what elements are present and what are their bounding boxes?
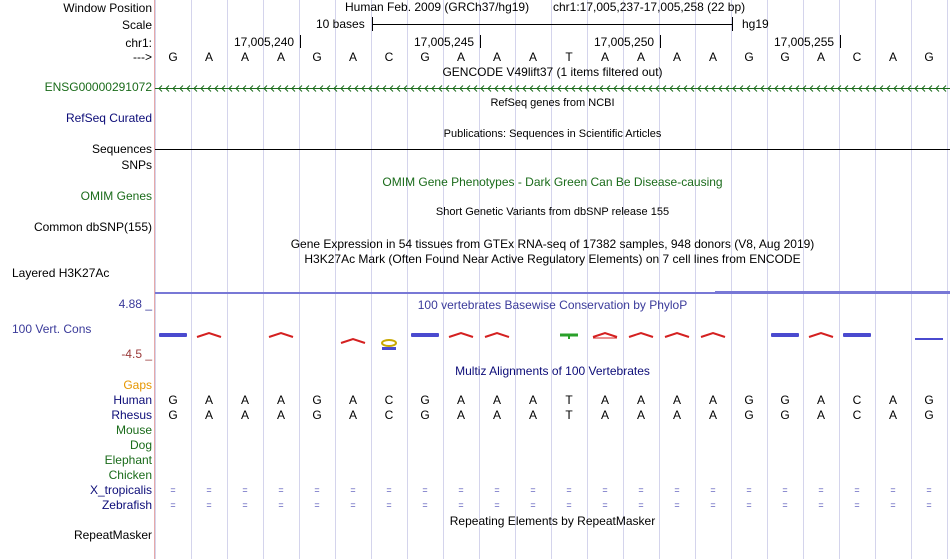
window-position-label: Window Position — [63, 1, 152, 15]
scale-text: 10 bases — [316, 17, 365, 31]
publications-track-title: Publications: Sequences in Scientific Articles — [443, 128, 662, 140]
zebrafish-gap: = — [530, 500, 536, 510]
sequence-base: A — [672, 50, 681, 64]
gaps-label: Gaps — [123, 378, 152, 392]
common-dbsnp-label[interactable]: Common dbSNP(155) — [33, 220, 152, 234]
scale-label: Scale — [121, 18, 152, 32]
phylop-c-glyph — [382, 340, 396, 346]
species-rhesus-label: Rhesus — [111, 408, 152, 422]
rhesus-base: A — [276, 408, 285, 422]
sequence-base: A — [600, 50, 609, 64]
rhesus-base: T — [565, 408, 573, 422]
cons-min-label: -4.5 _ — [121, 347, 152, 361]
phylop-a-glyph — [269, 333, 293, 337]
x-tropicalis-gap: = — [674, 485, 680, 495]
zebrafish-gap: = — [422, 500, 428, 510]
zebrafish-gap: = — [350, 500, 356, 510]
rhesus-base: A — [240, 408, 249, 422]
rhesus-base: A — [708, 408, 717, 422]
scale-db: hg19 — [742, 17, 769, 31]
human-base: C — [384, 393, 394, 407]
phylop-track-title: 100 vertebrates Basewise Conservation by PhyloP — [417, 298, 688, 312]
human-base: A — [636, 393, 645, 407]
rhesus-base: C — [384, 408, 394, 422]
phylop-a-glyph — [485, 333, 509, 337]
repeatmasker-label[interactable]: RepeatMasker — [73, 528, 152, 542]
x-tropicalis-gap: = — [458, 485, 464, 495]
x-tropicalis-gap: = — [638, 485, 644, 495]
zebrafish-gap: = — [710, 500, 716, 510]
ruler-tick — [480, 35, 481, 48]
human-base: A — [204, 393, 213, 407]
sequence-base: T — [565, 50, 573, 64]
x-tropicalis-gap: = — [422, 485, 428, 495]
phylop-g-glyph — [411, 333, 439, 337]
human-base: G — [312, 393, 322, 407]
rhesus-base: A — [636, 408, 645, 422]
zebrafish-gap: = — [314, 500, 320, 510]
phylop-a-glyph — [665, 333, 689, 337]
zebrafish-gap: = — [890, 500, 896, 510]
phylop-g-glyph — [843, 333, 871, 337]
sequence-base: G — [924, 50, 934, 64]
zebrafish-gap: = — [566, 500, 572, 510]
sequence-base: A — [636, 50, 645, 64]
x-tropicalis-gap: = — [746, 485, 752, 495]
phylop-a-glyph — [701, 333, 725, 337]
phylop-a-glyph — [629, 333, 653, 337]
x-tropicalis-gap: = — [926, 485, 932, 495]
sequence-base: A — [276, 50, 285, 64]
human-base: A — [492, 393, 501, 407]
species-zebrafish-label: Zebrafish — [101, 498, 152, 512]
human-base: A — [600, 393, 609, 407]
zebrafish-gap: = — [746, 500, 752, 510]
rhesus-base: A — [456, 408, 465, 422]
human-base: G — [780, 393, 790, 407]
phylop-a-glyph — [593, 333, 617, 337]
phylop-g-glyph — [159, 333, 187, 337]
track-labels — [0, 0, 154, 559]
rhesus-base: A — [816, 408, 825, 422]
human-base: A — [276, 393, 285, 407]
repeatmasker-track-title: Repeating Elements by RepeatMasker — [449, 514, 656, 528]
human-base: A — [348, 393, 357, 407]
h3k27ac-signal-high — [715, 291, 950, 294]
refseq-track-title: RefSeq genes from NCBI — [490, 97, 615, 109]
phylop-a-glyph — [809, 333, 833, 337]
gencode-gene-label[interactable]: ENSG00000291072 — [44, 80, 152, 94]
ruler-tick — [840, 35, 841, 48]
x-tropicalis-gap: = — [566, 485, 572, 495]
x-tropicalis-gap: = — [530, 485, 536, 495]
x-tropicalis-gap: = — [386, 485, 392, 495]
zebrafish-gap: = — [494, 500, 500, 510]
rhesus-base: G — [420, 408, 430, 422]
ruler-tick — [660, 35, 661, 48]
x-tropicalis-gap: = — [818, 485, 824, 495]
human-base: G — [420, 393, 430, 407]
scale-bar-right — [732, 17, 733, 31]
sequence-base: G — [312, 50, 322, 64]
omim-track-title: OMIM Gene Phenotypes - Dark Green Can Be Disease-causing — [382, 175, 723, 189]
snps-label[interactable]: SNPs — [121, 158, 152, 172]
position-text: chr1:17,005,237-17,005,258 (22 bp) — [553, 0, 746, 14]
omim-label[interactable]: OMIM Genes — [80, 189, 152, 203]
sequence-base: C — [384, 50, 394, 64]
sequence-base: A — [348, 50, 357, 64]
human-base: C — [852, 393, 862, 407]
cons-max-label: 4.88 _ — [118, 297, 152, 311]
sequence-base: A — [204, 50, 213, 64]
zebrafish-gap: = — [782, 500, 788, 510]
ruler-label: 17,005,250 — [594, 35, 655, 49]
zebrafish-gap: = — [170, 500, 176, 510]
human-base: A — [888, 393, 897, 407]
zebrafish-gap: = — [242, 500, 248, 510]
strand-arrow-label: ---> — [133, 50, 152, 64]
species-human-label: Human — [113, 393, 152, 407]
rhesus-base: G — [744, 408, 754, 422]
chr-label: chr1: — [125, 36, 152, 50]
sequence-base: A — [528, 50, 537, 64]
rhesus-base: A — [888, 408, 897, 422]
species-elephant-label: Elephant — [104, 453, 152, 467]
zebrafish-gap: = — [458, 500, 464, 510]
species-chicken-label: Chicken — [108, 468, 152, 482]
species-x-tropicalis-label: X_tropicalis — [89, 483, 152, 497]
x-tropicalis-gap: = — [170, 485, 176, 495]
multiz-track-title: Multiz Alignments of 100 Vertebrates — [455, 364, 650, 378]
cons-track-label[interactable]: 100 Vert. Cons — [12, 322, 92, 336]
phylop-a-glyph — [197, 333, 221, 337]
rhesus-base: A — [600, 408, 609, 422]
refseq-label[interactable]: RefSeq Curated — [65, 111, 152, 125]
human-base: A — [816, 393, 825, 407]
phylop-a-glyph — [341, 339, 365, 343]
x-tropicalis-gap: = — [278, 485, 284, 495]
gencode-track-title: GENCODE V49lift37 (1 items filtered out) — [442, 65, 663, 79]
sequence-base: A — [456, 50, 465, 64]
rhesus-base: G — [312, 408, 322, 422]
track-image[interactable] — [155, 0, 950, 559]
rhesus-base: A — [528, 408, 537, 422]
assembly-text: Human Feb. 2009 (GRCh37/hg19) — [345, 0, 530, 14]
x-tropicalis-gap: = — [890, 485, 896, 495]
scale-bar — [372, 24, 733, 25]
species-dog-label: Dog — [129, 438, 152, 452]
dbsnp-track-title: Short Genetic Variants from dbSNP release 155 — [435, 206, 670, 218]
zebrafish-gap: = — [818, 500, 824, 510]
human-base: G — [924, 393, 934, 407]
human-base: A — [456, 393, 465, 407]
x-tropicalis-gap: = — [602, 485, 608, 495]
ruler-tick — [300, 35, 301, 48]
zebrafish-gap: = — [602, 500, 608, 510]
rhesus-base: A — [204, 408, 213, 422]
x-tropicalis-gap: = — [206, 485, 212, 495]
zebrafish-gap: = — [206, 500, 212, 510]
zebrafish-gap: = — [278, 500, 284, 510]
human-base: A — [672, 393, 681, 407]
zebrafish-gap: = — [854, 500, 860, 510]
x-tropicalis-gap: = — [854, 485, 860, 495]
x-tropicalis-gap: = — [710, 485, 716, 495]
rhesus-base: G — [924, 408, 934, 422]
sequences-line — [155, 149, 950, 150]
layered-h3k27ac-label[interactable]: Layered H3K27Ac — [12, 266, 110, 280]
rhesus-base: G — [780, 408, 790, 422]
rhesus-base: A — [492, 408, 501, 422]
phylop-g-under-glyph — [382, 347, 396, 350]
sequence-base: A — [240, 50, 249, 64]
zebrafish-gap: = — [674, 500, 680, 510]
human-base: A — [708, 393, 717, 407]
rhesus-base: C — [852, 408, 862, 422]
ruler-label: 17,005,240 — [234, 35, 295, 49]
sequence-base: A — [888, 50, 897, 64]
zebrafish-gap: = — [638, 500, 644, 510]
ruler-label: 17,005,245 — [414, 35, 475, 49]
human-base: A — [240, 393, 249, 407]
rhesus-base: G — [168, 408, 178, 422]
phylop-plot — [155, 326, 950, 352]
x-tropicalis-gap: = — [494, 485, 500, 495]
gencode-feature[interactable] — [155, 84, 950, 94]
x-tropicalis-gap: = — [350, 485, 356, 495]
x-tropicalis-gap: = — [314, 485, 320, 495]
zebrafish-gap: = — [386, 500, 392, 510]
phylop-a-glyph — [449, 333, 473, 337]
sequence-base: G — [420, 50, 430, 64]
sequence-base: A — [492, 50, 501, 64]
rhesus-base: A — [672, 408, 681, 422]
x-tropicalis-gap: = — [242, 485, 248, 495]
sequence-base: G — [744, 50, 754, 64]
sequence-base: A — [708, 50, 717, 64]
sequence-base: A — [816, 50, 825, 64]
sequence-base: G — [780, 50, 790, 64]
zebrafish-gap: = — [926, 500, 932, 510]
x-tropicalis-gap: = — [782, 485, 788, 495]
gtex-track-title: Gene Expression in 54 tissues from GTEx RNA-seq of 17382 samples, 948 donors (V8, Aug 2019) — [290, 237, 815, 251]
ruler-label: 17,005,255 — [774, 35, 835, 49]
human-base: G — [168, 393, 178, 407]
species-mouse-label: Mouse — [115, 423, 152, 437]
human-base: T — [565, 393, 573, 407]
sequence-base: G — [168, 50, 178, 64]
sequence-base: C — [852, 50, 862, 64]
rhesus-base: A — [348, 408, 357, 422]
human-base: A — [528, 393, 537, 407]
human-base: G — [744, 393, 754, 407]
h3k27ac-track-title: H3K27Ac Mark (Often Found Near Active Regulatory Elements) on 7 cell lines from ENCODE — [304, 252, 801, 266]
sequences-label[interactable]: Sequences — [91, 142, 152, 156]
phylop-g-glyph — [771, 333, 799, 337]
